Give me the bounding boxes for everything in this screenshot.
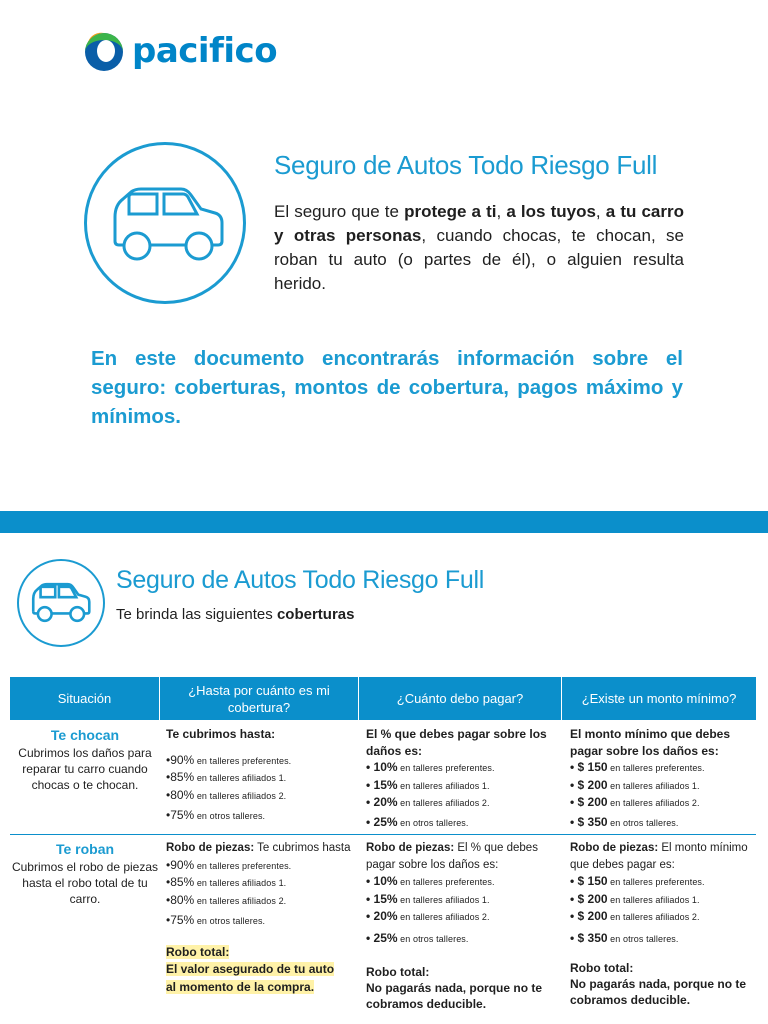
list-item: •90% en talleres preferentes.	[166, 752, 292, 767]
row-divider	[10, 834, 756, 835]
table-row-situation	[10, 841, 160, 907]
pay-list	[366, 873, 556, 947]
section-divider-band	[0, 511, 768, 533]
list-item: • $ 150 en talleres preferentes.	[570, 874, 705, 888]
list-item: • $ 350 en otros talleres.	[570, 814, 679, 829]
list-item: • $ 350 en otros talleres.	[570, 930, 679, 945]
list-item: •85% en talleres afiliados 1.	[166, 770, 287, 784]
pay-head: El % que debes pagar sobre los daños es:	[366, 727, 547, 758]
pay-head: Robo de piezas: El % que debes pagar sobre los daños es:	[366, 842, 538, 871]
list-item: •75% en otros talleres.	[166, 808, 266, 822]
list-item: •80% en talleres afiliados 2.	[166, 892, 287, 907]
intro-text: En este documento encontrarás información sobre el seguro: coberturas, montos de cobertura, pagos máximo y mínimos.	[91, 347, 683, 428]
minimum-cell	[570, 726, 754, 831]
header-situacion: Situación	[10, 677, 160, 720]
list-item: • $ 200 en talleres afiliados 2.	[570, 795, 700, 809]
list-item: • 10% en talleres preferentes.	[366, 760, 495, 774]
minimum-head: El monto mínimo que debes pagar sobre los daños es:	[570, 727, 731, 758]
list-item: • 10% en talleres preferentes.	[366, 874, 495, 888]
minimum-head: Robo de piezas: El monto mínimo que debes pagar es:	[570, 842, 748, 871]
car-icon	[17, 559, 105, 647]
list-item: • 15% en talleres afiliados 1.	[366, 891, 490, 906]
section-subtitle: Te brinda las siguientes coberturas	[116, 606, 355, 623]
header-pagar: ¿Cuánto debo pagar?	[359, 677, 562, 720]
list-item: • 20% en talleres afiliados 2.	[366, 909, 490, 923]
header-minimo: ¿Existe un monto mínimo?	[581, 691, 737, 706]
section-title: Seguro de Autos Todo Riesgo Full	[116, 566, 484, 594]
minimum-list	[570, 759, 754, 831]
pay-list	[366, 759, 556, 831]
header-cobertura: ¿Hasta por cuánto es mi cobertura?	[160, 677, 359, 720]
coverage-list	[166, 752, 354, 825]
list-item: • 15% en talleres afiliados 1.	[366, 777, 490, 792]
situation-name: Te chocan	[50, 727, 120, 743]
pacifico-logo	[82, 28, 277, 74]
hero-title: Seguro de Autos Todo Riesgo Full	[274, 150, 658, 180]
list-item: • $ 200 en talleres afiliados 1.	[570, 891, 700, 906]
coverage-list	[166, 857, 354, 930]
coverage-table-header	[10, 677, 756, 720]
list-item: •85% en talleres afiliados 1.	[166, 875, 287, 889]
coverage-cell	[166, 840, 354, 996]
situation-description: Cubrimos el robo de piezas hasta el robo total de tu carro.	[11, 860, 159, 906]
situation-description: Cubrimos los daños para reparar tu carro cuando chocas o te chocan.	[18, 746, 152, 792]
minimum-cell	[570, 840, 754, 1008]
robo-total-block: Robo total: No pagarás nada, porque no te cobramos deducible.	[366, 965, 543, 1011]
list-item: • 20% en talleres afiliados 2.	[366, 795, 490, 809]
car-icon	[84, 142, 246, 304]
list-item: •80% en talleres afiliados 2.	[166, 787, 287, 802]
pay-cell	[366, 726, 556, 831]
minimum-list	[570, 873, 754, 947]
coverage-cell	[166, 726, 354, 825]
list-item: •90% en talleres preferentes.	[166, 857, 292, 872]
pacifico-logo-icon	[82, 28, 126, 74]
pay-cell	[366, 840, 556, 1012]
robo-total-block: Robo total: No pagarás nada, porque no te cobramos deducible.	[570, 961, 747, 1007]
list-item: • $ 200 en talleres afiliados 2.	[570, 909, 700, 923]
list-item: • 25% en otros talleres.	[366, 930, 469, 945]
list-item: • 25% en otros talleres.	[366, 814, 469, 829]
robo-total-highlight: Robo total: El valor asegurado de tu auto al momento de la compra.	[166, 944, 335, 994]
hero-description: El seguro que te protege a ti, a los tuyos, a tu carro y otras personas, cuando chocas, te chocan, se roban tu auto (o partes de él), o alguien resulta herido.	[274, 202, 685, 293]
coverage-head: Robo de piezas: Te cubrimos hasta	[166, 842, 351, 854]
situation-name: Te roban	[55, 841, 115, 857]
list-item: •75% en otros talleres.	[166, 913, 266, 927]
coverage-head: Te cubrimos hasta:	[166, 727, 276, 741]
list-item: • $ 200 en talleres afiliados 1.	[570, 777, 700, 792]
list-item: • $ 150 en talleres preferentes.	[570, 760, 705, 774]
brand-name: pacifico	[132, 31, 278, 71]
table-row-situation	[10, 727, 160, 793]
